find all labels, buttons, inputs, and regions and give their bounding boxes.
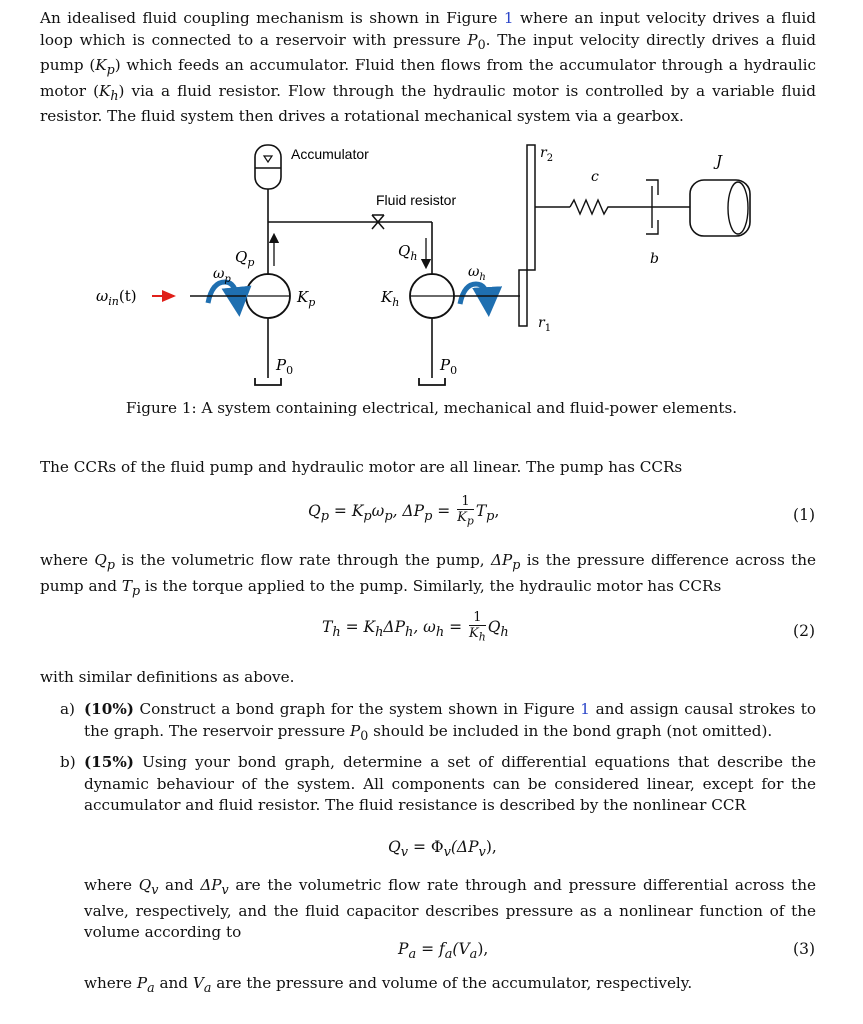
accumulator [255, 145, 281, 222]
question-a-weight: (10%) [84, 700, 134, 718]
pump-description: where $Q_p$ is the volumetric flow rate through the pump, $\Delta P_p$ is the pressure difference across the pump and $T_p$ is the torque applied to the pump. Similarly, the hydraulic motor has CCRs [40, 551, 817, 598]
intro-text: ) via a fluid resistor. Flow through the hydraulic motor is controlled by a variable fluid resistor. The fluid system then drives a rotational mechanical system via a gearbox. [40, 81, 816, 126]
inertia-j [690, 180, 750, 236]
wh-label: $\omega_h$ [468, 264, 486, 283]
fluid-level-icon [264, 156, 272, 162]
equation-3-number: (3) [793, 940, 815, 958]
ccr-intro: The CCRs of the fluid pump and hydraulic motor are all linear. The pump has CCRs [40, 458, 683, 476]
p0-right-label: $P_0$ [440, 356, 458, 377]
similar-definitions: with similar definitions as above. [40, 668, 295, 686]
kh-label: $K_h$ [381, 288, 400, 309]
accumulator-definition: where $P_a$ and $V_a$ are the pressure and volume of the accumulator, respectively. [84, 974, 693, 996]
question-b-label: b) [60, 753, 76, 771]
reservoir-right [419, 378, 445, 385]
equation-2-number: (2) [793, 622, 815, 640]
qp-label: $Q_p$ [235, 248, 255, 269]
figure-caption: Figure 1: A system containing electrical, mechanical and fluid-power elements. [125, 399, 738, 417]
symbol-p: P [467, 30, 478, 49]
question-b-continued: where $Q_v$ and $\Delta P_v$ are the volumetric flow rate through and pressure differential across the valve, respectively, and the fluid capacitor describes pressure as a nonlinear function of the volume according to [84, 876, 817, 942]
accumulator-label: Accumulator [291, 146, 369, 162]
equation-1: $Q_p = K_p\omega_p$, $\Delta P_p$ = $\frac{1}{K_p}$ $T_p$, [308, 494, 500, 528]
win-label: $\omega_{in}(t)$ [96, 287, 137, 308]
symbol-sub: h [110, 87, 119, 103]
equation-3: $P_a = f_a(V_a)$, [398, 940, 489, 963]
j-label: J [716, 152, 723, 170]
symbol-sub: p [106, 62, 115, 78]
equation-2: $T_h = K_h\Delta P_h$, $\omega_h$ = $\frac{1}{K_h}$ $Q_h$ [322, 610, 509, 644]
question-a: a) (10%) Construct a bond graph for the system shown in Figure 1 and assign causal strokes to the graph. The reservoir pressure $P_0$ should be included in the bond graph (not omitted). [60, 700, 817, 743]
gear-r2 [527, 145, 535, 270]
figure-link[interactable]: 1 [503, 9, 514, 27]
question-b: b) (15%) Using your bond graph, determine a set of differential equations that describe the dynamic behaviour of the system. All components can be considered linear, except for the accumulator and fluid resistor. The fluid resistance is described by the nonlinear CCR [60, 753, 817, 814]
symbol-sub: 0 [477, 36, 486, 52]
intro-text: ) which feeds an accumulator. Fluid then flows from the accumulator through a hydraulic motor ( [40, 56, 816, 100]
pump-rotation-arrow [208, 282, 238, 303]
intro-text: . The input velocity directly drives a fluid pump ( [40, 30, 816, 75]
qh-label: $Q_h$ [398, 242, 418, 263]
figure-1-diagram [0, 0, 863, 400]
motor-rotation-arrow [460, 284, 488, 304]
kp-label: $K_p$ [297, 288, 316, 309]
symbol-k: K [95, 56, 107, 75]
equation-1-number: (1) [793, 506, 815, 524]
reservoir-left [255, 378, 281, 385]
figure-link[interactable]: 1 [580, 700, 590, 718]
r1-label: $r_1$ [538, 315, 552, 334]
question-b-weight: (15%) [84, 753, 134, 771]
p0-left-label: $P_0$ [276, 356, 294, 377]
symbol-k: K [99, 81, 111, 100]
gear-r1 [519, 270, 527, 326]
fluid-resistor-label: Fluid resistor [376, 192, 457, 208]
c-label: c [591, 169, 599, 185]
intro-text: An idealised fluid coupling mechanism is shown in Figure [40, 9, 498, 27]
r2-label: $r_2$ [540, 145, 554, 164]
intro-text: where an input velocity drives a fluid loop which is connected to a reservoir with pressure [40, 9, 817, 49]
b-label: b [650, 251, 659, 267]
wp-label: $\omega_p$ [213, 266, 231, 285]
spring-c-icon [570, 200, 640, 214]
question-a-label: a) [60, 700, 75, 718]
equation-valve: $Q_v = \Phi_v(\Delta P_v)$, [388, 838, 497, 861]
